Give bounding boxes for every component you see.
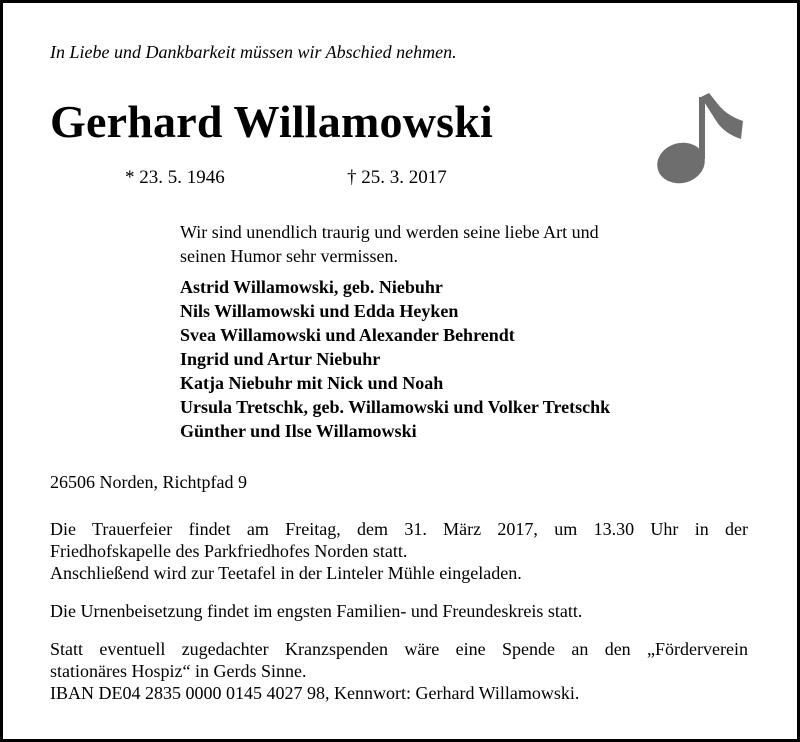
burial-line: Die Urnenbeisetzung findet im engsten Familien- und Freundeskreis statt. bbox=[50, 601, 583, 621]
funeral-info bbox=[50, 518, 748, 584]
donation-line: stationäres Hospiz“ in Gerds Sinne. bbox=[50, 661, 307, 681]
family-address: 26506 Norden, Richtpfad 9 bbox=[50, 472, 247, 492]
birth-date: * 23. 5. 1946 bbox=[125, 167, 225, 188]
mourner-entry: Nils Willamowski und Edda Heyken bbox=[180, 301, 459, 321]
funeral-line: Friedhofskapelle des Parkfriedhofes Norden statt. bbox=[50, 541, 408, 561]
donation-line: IBAN DE04 2835 0000 0145 4027 98, Kennwort: Gerhard Willamowski. bbox=[50, 683, 580, 703]
mourners-list bbox=[180, 275, 610, 443]
mourner-entry: Ursula Tretschk, geb. Willamowski und Volker Tretschk bbox=[180, 397, 611, 417]
funeral-line: Anschließend wird zur Teetafel in der Linteler Mühle eingeladen. bbox=[50, 563, 522, 583]
mourner-entry: Katja Niebuhr mit Nick und Noah bbox=[180, 373, 444, 393]
message-block bbox=[180, 220, 599, 268]
intro-line: In Liebe und Dankbarkeit müssen wir Abschied nehmen. bbox=[50, 42, 457, 62]
burial-info bbox=[50, 600, 748, 622]
death-date: † 25. 3. 2017 bbox=[347, 167, 447, 188]
mourner-entry: Ingrid und Artur Niebuhr bbox=[180, 349, 381, 369]
message-line: Wir sind unendlich traurig und werden seine liebe Art und bbox=[180, 222, 599, 242]
deceased-name: Gerhard Willamowski bbox=[50, 96, 493, 147]
music-note-icon bbox=[623, 89, 747, 187]
message-line: seinen Humor sehr vermissen. bbox=[180, 246, 398, 266]
mourner-entry: Astrid Willamowski, geb. Niebuhr bbox=[180, 277, 443, 297]
donation-line: Statt eventuell zugedachter Kranzspenden wäre eine Spende an den „Förderverein bbox=[50, 639, 748, 659]
funeral-line: Die Trauerfeier findet am Freitag, dem 31. März 2017, um 13.30 Uhr in der bbox=[50, 519, 748, 539]
mourner-entry: Svea Willamowski und Alexander Behrendt bbox=[180, 325, 515, 345]
donation-info bbox=[50, 638, 748, 704]
mourner-entry: Günther und Ilse Willamowski bbox=[180, 421, 417, 441]
